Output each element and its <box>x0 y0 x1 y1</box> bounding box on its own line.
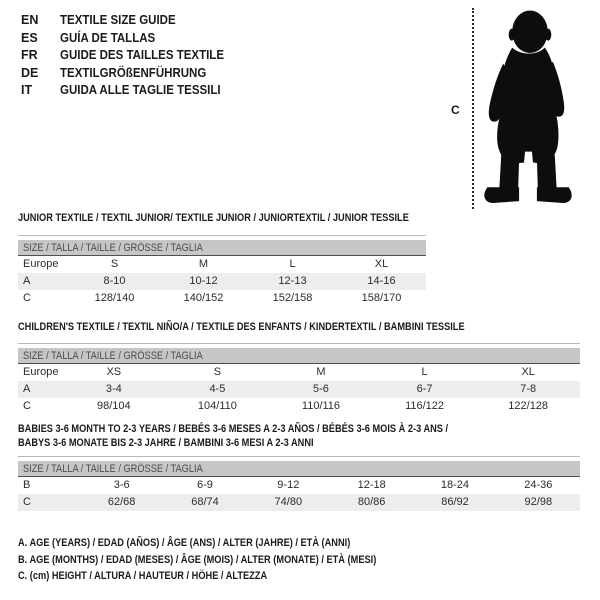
table-cell: 8-10 <box>103 275 126 287</box>
table-cell: 4-5 <box>209 383 226 395</box>
table-cell: 12-13 <box>278 275 307 287</box>
table-cell: 104/110 <box>197 400 237 412</box>
table-cell: 9-12 <box>277 479 300 491</box>
table-row <box>18 256 426 273</box>
table-cell: 140/152 <box>183 292 224 304</box>
legend-text: B. AGE (MONTHS) / EDAD (MESES) / ÂGE (MOIS) / ALTER (MONATE) / ETÀ (MESI) <box>18 553 377 566</box>
table-cell: 158/170 <box>361 292 402 304</box>
row-label: C <box>23 400 31 412</box>
table-cell: S <box>213 366 222 378</box>
table-cell: M <box>316 366 326 378</box>
table-row <box>18 398 580 415</box>
section-title-babies <box>18 422 530 450</box>
section-title-text: BABYS 3-6 MONATE BIS 2-3 JAHRE / BAMBINI 3-6 MESI A 2-3 ANNI <box>18 437 314 449</box>
section-title-junior <box>18 211 483 225</box>
table-cell: 18-24 <box>440 479 470 491</box>
table-cell: 12-18 <box>357 479 386 491</box>
section-title-text: JUNIOR TEXTILE / TEXTIL JUNIOR/ TEXTILE JUNIOR / JUNIORTEXTIL / JUNIOR TESSILE <box>18 212 409 224</box>
table-cell: 6-7 <box>416 383 433 395</box>
language-code: FR <box>21 48 38 62</box>
table-row <box>18 494 580 511</box>
size-header-text: SIZE / TALLA / TAILLE / GRÖSSE / TAGLIA <box>23 242 203 254</box>
row-label: A <box>23 275 31 287</box>
table-cell: 80/86 <box>357 496 386 508</box>
legend-row-a <box>18 535 445 552</box>
language-row <box>21 30 238 48</box>
legend-text: A. AGE (YEARS) / EDAD (AÑOS) / ÂGE (ANS) / ALTER (JAHRE) / ETÀ (ANNI) <box>18 537 351 549</box>
table-cell: 10-12 <box>189 275 218 287</box>
table-cell: 7-8 <box>520 383 537 395</box>
table-cell: 14-16 <box>367 275 396 287</box>
section-title-children <box>18 320 550 334</box>
language-code: ES <box>21 30 38 45</box>
row-label: C <box>23 496 31 508</box>
language-label: GUIDE DES TAILLES TEXTILE <box>60 48 225 62</box>
legend-text: C. (cm) HEIGHT / ALTURA / HAUTEUR / HÖHE / ALTEZZA <box>18 570 268 582</box>
table-row <box>18 477 580 494</box>
language-label: TEXTILE SIZE GUIDE <box>60 13 176 27</box>
language-label: TEXTILGRÖßENFÜHRUNG <box>60 65 207 80</box>
language-row <box>21 47 238 65</box>
table-row <box>18 381 580 398</box>
size-table-junior <box>18 235 426 307</box>
table-cell: 3-4 <box>105 383 122 395</box>
table-cell: 122/128 <box>508 400 549 412</box>
table-cell: 110/116 <box>301 400 341 412</box>
table-cell: 74/80 <box>274 496 303 508</box>
language-code: DE <box>21 65 39 80</box>
table-cell: 116/122 <box>405 400 445 412</box>
measurement-legend <box>18 535 445 585</box>
language-row <box>21 65 238 83</box>
table-cell: 152/158 <box>272 292 313 304</box>
table-cell: 86/92 <box>441 496 469 508</box>
language-list <box>21 12 238 100</box>
table-cell: S <box>110 258 119 270</box>
row-label: C <box>23 292 31 304</box>
row-label: A <box>23 383 31 395</box>
row-label: B <box>23 479 31 491</box>
language-label: GUÍA DE TALLAS <box>60 30 156 45</box>
table-cell: 128/140 <box>94 292 135 304</box>
legend-row-c <box>18 568 445 585</box>
size-header-bar <box>18 240 426 256</box>
language-code: IT <box>21 83 33 97</box>
language-row <box>21 12 238 30</box>
section-title-text: CHILDREN'S TEXTILE / TEXTIL NIÑO/A / TEXTILE DES ENFANTS / KINDERTEXTIL / BAMBINI TESSILE <box>18 321 465 333</box>
size-header-bar <box>18 348 580 364</box>
table-cell: L <box>289 258 296 270</box>
language-label: GUIDA ALLE TAGLIE TESSILI <box>60 83 221 97</box>
table-cell: 6-9 <box>197 479 213 491</box>
language-code: EN <box>21 13 39 27</box>
table-cell: XL <box>521 366 535 378</box>
baby-silhouette-icon <box>478 8 578 208</box>
table-cell: 3-6 <box>113 479 130 491</box>
height-measure-dotted-line <box>472 8 474 209</box>
row-label: Europe <box>23 366 59 378</box>
table-cell: 68/74 <box>191 496 219 508</box>
language-row <box>21 82 238 100</box>
table-cell: L <box>421 366 428 378</box>
table-cell: 62/68 <box>107 496 136 508</box>
size-table-children <box>18 343 580 415</box>
section-title-text: BABIES 3-6 MONTH TO 2-3 YEARS / BEBÉS 3-6 MESES A 2-3 AÑOS / BÉBÉS 3-6 MOIS À 2-3 ANS / <box>18 423 449 435</box>
height-measure-label: C <box>451 103 460 117</box>
legend-row-b <box>18 552 445 569</box>
table-cell: 92/98 <box>524 496 553 508</box>
table-cell: 24-36 <box>524 479 553 491</box>
size-table-babies <box>18 456 580 511</box>
size-header-bar <box>18 461 580 477</box>
table-cell: M <box>198 258 209 270</box>
table-row <box>18 290 426 307</box>
table-cell: 5-6 <box>313 383 329 395</box>
table-row <box>18 364 580 381</box>
table-cell: 98/104 <box>96 400 131 412</box>
table-row <box>18 273 426 290</box>
table-cell: XS <box>106 366 122 378</box>
row-label: Europe <box>23 258 59 270</box>
table-cell: XL <box>374 258 389 270</box>
size-header-text: SIZE / TALLA / TAILLE / GRÖSSE / TAGLIA <box>23 350 203 362</box>
size-header-text: SIZE / TALLA / TAILLE / GRÖSSE / TAGLIA <box>23 463 203 475</box>
